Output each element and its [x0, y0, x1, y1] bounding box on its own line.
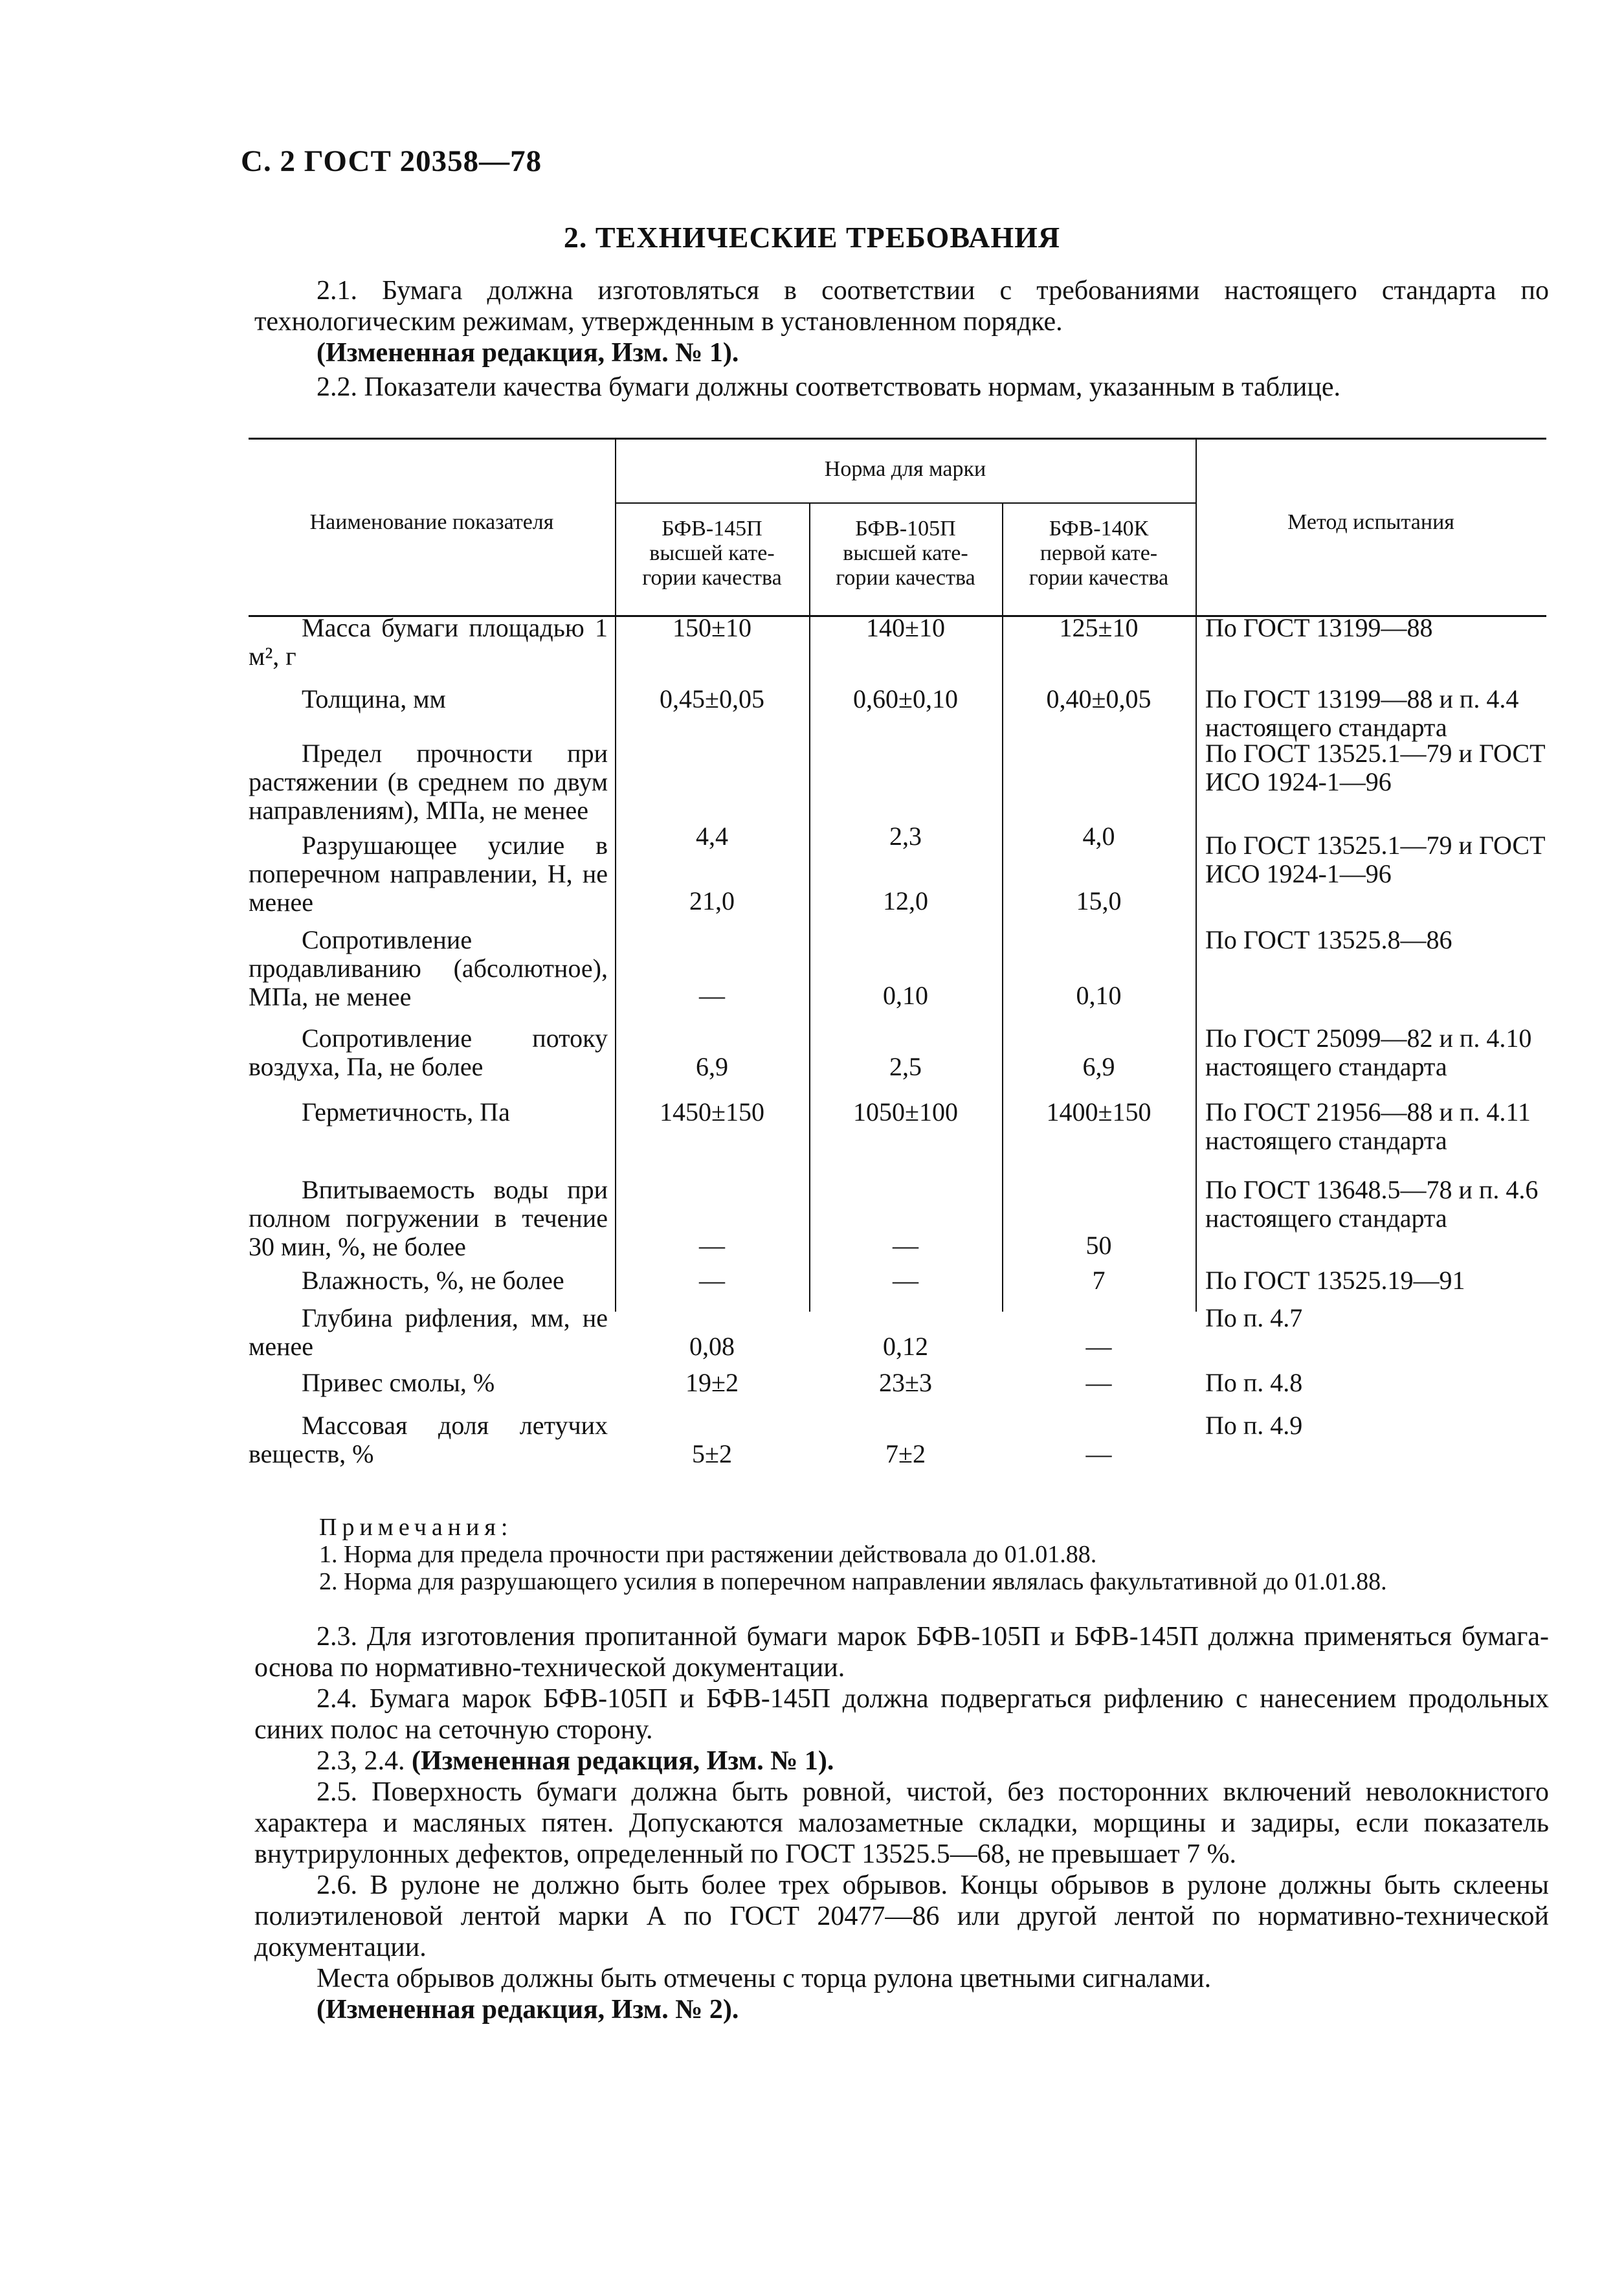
norm-value: 4,0 — [1082, 822, 1115, 851]
test-method: По ГОСТ 13525.8—86 — [1205, 925, 1452, 954]
paragraph-2-1-text: 2.1. Бумага должна изготовляться в соответствии с требованиями настоящего стандарта по технологическим режимам, утвержденным в установленном порядке. — [254, 276, 1549, 337]
norm-value: 6,9 — [696, 1052, 728, 1081]
test-method: По п. 4.8 — [1205, 1368, 1303, 1397]
norm-value: — — [699, 1266, 725, 1295]
indicator-name: Разрушающее усилие в поперечном направлении, Н, не менее — [249, 831, 608, 917]
norm-value: 6,9 — [1082, 1052, 1115, 1081]
col-header-method: Метод испытания — [1287, 510, 1454, 534]
norm-value: 15,0 — [1076, 886, 1122, 915]
col-header-name: Наименование показателя — [309, 510, 554, 534]
norm-value: 0,40±0,05 — [1046, 684, 1151, 713]
norm-value: 1050±100 — [853, 1097, 958, 1127]
norm-value: 19±2 — [685, 1368, 739, 1397]
notes — [319, 1514, 1387, 1595]
norm-value: 50 — [1085, 1231, 1112, 1260]
indicator-name: Привес смолы, % — [302, 1368, 495, 1397]
paragraph-2-5: 2.5. Поверхность бумаги должна быть ровной, чистой, без посторонних включений неволокнистого характера и масляных пятен. Допускаются малозаметные складки, морщины и задиры, если показатель внутрирулонных дефектов, определенный по ГОСТ 13525.5—68, не превышает 7 %. — [254, 1777, 1549, 1869]
norm-value: 0,45±0,05 — [660, 684, 764, 713]
paragraph-2-6b: Места обрывов должны быть отмечены с торца рулона цветными сигналами. (Измененная редакция, Изм. № 2). — [254, 1963, 1549, 2025]
note-2: 2. Норма для разрушающего усилия в поперечном направлении являлась факультативной до 01.01.88. — [319, 1568, 1387, 1595]
paragraph-2-2: 2.2. Показатели качества бумаги должны соответствовать нормам, указанным в таблице. — [317, 372, 1340, 402]
indicator-name: Предел прочности при растяжении (в среднем по двум направлениям), МПа, не менее — [249, 739, 608, 825]
indicator-name: Влажность, %, не более — [302, 1266, 564, 1295]
amendment-2-3-2-4: 2.3, 2.4. (Измененная редакция, Изм. № 1). — [317, 1746, 834, 1776]
norm-value: — — [1085, 1368, 1112, 1397]
test-method: По ГОСТ 21956—88 и п. 4.11 настоящего стандарта — [1205, 1097, 1531, 1155]
test-method: По ГОСТ 13525.19—91 — [1205, 1266, 1465, 1295]
norm-value: 4,4 — [696, 822, 728, 851]
norm-value: 23±3 — [879, 1368, 932, 1397]
norm-value: — — [1085, 1332, 1112, 1361]
norm-value: 1400±150 — [1046, 1097, 1151, 1127]
indicator-name: Герметичность, Па — [302, 1097, 510, 1127]
norm-value: 2,5 — [889, 1052, 922, 1081]
amendment-note: (Измененная редакция, Изм. № 1). — [317, 338, 739, 368]
norm-value: 0,12 — [883, 1332, 928, 1361]
norm-value: 0,60±0,10 — [853, 684, 958, 713]
section-title: 2. ТЕХНИЧЕСКИЕ ТРЕБОВАНИЯ — [563, 221, 1061, 254]
norm-value: — — [1085, 1439, 1112, 1468]
norm-value: 12,0 — [883, 886, 928, 915]
norm-value: 0,10 — [883, 981, 928, 1010]
norm-value: — — [893, 1266, 918, 1295]
paragraph-2-4: 2.4. Бумага марок БФВ-105П и БФВ-145П должна подвергаться рифлению с нанесением продольных синих полос на сеточную сторону. — [254, 1684, 1549, 1745]
col-header-norm: Норма для марки — [824, 457, 986, 481]
grade-header: БФВ-145П высшей кате- гории качества — [642, 517, 782, 590]
norm-value: 125±10 — [1059, 613, 1139, 642]
page-header: С. 2 ГОСТ 20358—78 — [241, 144, 542, 178]
paragraph-2-1 — [254, 275, 1549, 368]
norm-value: 21,0 — [689, 886, 735, 915]
test-method: По ГОСТ 13199—88 и п. 4.4 настоящего стандарта — [1205, 684, 1519, 742]
test-method: По ГОСТ 13648.5—78 и п. 4.6 настоящего стандарта — [1205, 1175, 1539, 1233]
norm-value: 140±10 — [866, 613, 945, 642]
grade-header: БФВ-140К первой кате- гории качества — [1029, 517, 1169, 590]
indicator-name: Сопротивление продавливанию (абсолютное), МПа, не менее — [249, 925, 608, 1011]
norm-value: 150±10 — [673, 613, 751, 642]
indicator-name: Глубина рифления, мм, не менее — [249, 1303, 608, 1361]
test-method: По п. 4.7 — [1205, 1303, 1303, 1332]
norm-value: 0,08 — [689, 1332, 735, 1361]
norm-value: 5±2 — [692, 1439, 732, 1468]
indicator-name: Толщина, мм — [302, 684, 446, 713]
indicator-name: Масса бумаги площадью 1 м², г — [249, 613, 608, 671]
amendment-final: (Измененная редакция, Изм. № 2). — [317, 1995, 739, 2025]
norm-value: 7±2 — [885, 1439, 926, 1468]
grade-header: БФВ-105П высшей кате- гории качества — [836, 517, 975, 590]
indicator-name: Сопротивление потоку воздуха, Па, не более — [249, 1024, 608, 1081]
test-method: По ГОСТ 25099—82 и п. 4.10 настоящего стандарта — [1205, 1024, 1532, 1081]
paragraph-2-6: 2.6. В рулоне не должно быть более трех обрывов. Концы обрывов в рулоне должны быть склеены полиэтиленовой лентой марки А по ГОСТ 20477—86 или другой лентой по нормативно-технической документации. — [254, 1870, 1549, 1962]
norm-value: — — [699, 1231, 725, 1260]
indicator-name: Впитываемость воды при полном погружении в течение 30 мин, %, не более — [249, 1175, 608, 1261]
norm-value: 2,3 — [889, 822, 922, 851]
test-method: По ГОСТ 13525.1—79 и ГОСТ ИСО 1924-1—96 — [1205, 831, 1546, 888]
indicator-name: Массовая доля летучих веществ, % — [249, 1411, 608, 1468]
norm-value: 7 — [1092, 1266, 1106, 1295]
paragraph-2-3: 2.3. Для изготовления пропитанной бумаги марок БФВ-105П и БФВ-145П должна применяться бумага-основа по нормативно-технической документации. — [254, 1622, 1549, 1683]
norm-value: — — [893, 1231, 918, 1260]
test-method: По п. 4.9 — [1205, 1411, 1303, 1440]
norm-value: 0,10 — [1076, 981, 1122, 1010]
test-method: По ГОСТ 13199—88 — [1205, 613, 1433, 642]
test-method: По ГОСТ 13525.1—79 и ГОСТ ИСО 1924-1—96 — [1205, 739, 1546, 796]
note-1: 1. Норма для предела прочности при растяжении действовала до 01.01.88. — [319, 1541, 1097, 1568]
norm-value: — — [699, 981, 725, 1010]
norm-value: 1450±150 — [660, 1097, 764, 1127]
notes-title: Примечания: — [319, 1514, 513, 1541]
